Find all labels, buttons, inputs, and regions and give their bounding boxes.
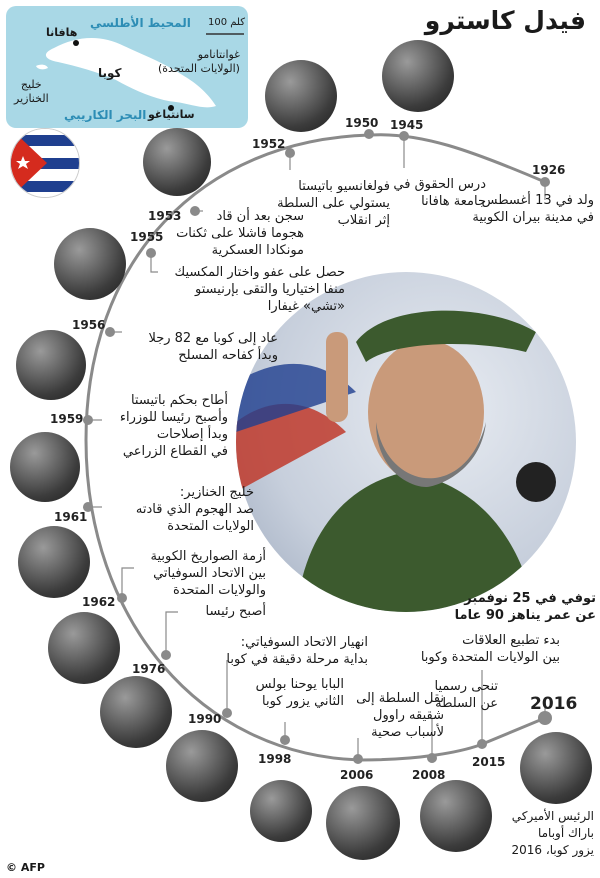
photo-1952 xyxy=(143,128,211,196)
event-text-1956: عاد إلى كوبا مع 82 رجلا وبدأ كفاحه المسلح xyxy=(148,331,278,363)
timeline-dot-1998 xyxy=(280,735,290,745)
year-label-1926: 1926 xyxy=(532,163,566,177)
photo-1976 xyxy=(100,676,172,748)
year-label-2006: 2006 xyxy=(340,768,374,782)
timeline-dot-1990 xyxy=(222,708,232,718)
photo-1998 xyxy=(250,780,312,842)
year-label-1956: 1956 xyxy=(72,318,106,332)
event-text-2015: بدء تطبيع العلاقات بين الولايات المتحدة وكوبا xyxy=(420,633,560,665)
year-label-1953: 1953 xyxy=(148,209,182,223)
afp-credit: © AFP xyxy=(6,861,45,874)
timeline-dot-1976 xyxy=(161,650,171,660)
map-atlantic-label: المحيط الأطلسي xyxy=(90,16,191,30)
event-text-2008: تنحى رسميا عن السلطة xyxy=(434,679,498,711)
photo-2006 xyxy=(326,786,400,860)
year-label-1976: 1976 xyxy=(132,662,166,676)
map-bay-of-pigs-label: خليج الخنازير xyxy=(14,78,49,105)
event-text-1998: البابا يوحنا بولس الثاني يزور كوبا xyxy=(255,677,344,709)
year-label-1959: 1959 xyxy=(50,412,84,426)
map-guantanamo-label: غوانتانامو (الولايات المتحدة) xyxy=(158,48,240,75)
timeline-dot-1956 xyxy=(105,327,115,337)
event-text-1955: حصل على عفو واختار المكسيك منفا اختياريا والتقى بإرنيستو «تشي» غيفارا xyxy=(174,265,345,314)
event-text-1953: سجن بعد أن قاد هجوما فاشلا على ثكنات مونكادا العسكرية xyxy=(176,209,304,258)
photo-1961 xyxy=(18,526,90,598)
timeline-dot-2006 xyxy=(353,754,363,764)
year-label-1945: 1945 xyxy=(390,118,424,132)
year-label-2016: 2016 xyxy=(530,694,578,714)
event-text-1926: ولد في 13 أغسطس في مدينة بيران الكوبية xyxy=(472,193,594,225)
year-label-1990: 1990 xyxy=(188,712,222,726)
photo-1959 xyxy=(10,432,80,502)
photo-1955 xyxy=(54,228,126,300)
map-cuba-label: كوبا xyxy=(98,66,122,80)
timeline-dot-1926 xyxy=(540,177,550,187)
event-text-1962: أزمة الصواريخ الكوبية بين الاتحاد السوفياتي والولايات المتحدة xyxy=(150,549,266,598)
photo-2008 xyxy=(420,780,492,852)
photo-1990 xyxy=(166,730,238,802)
obama-caption: الرئيس الأميركي باراك أوباما يزور كوبا، 2016 xyxy=(511,809,594,857)
year-label-1961: 1961 xyxy=(54,510,88,524)
map-caribbean-label: البحر الكاريبي xyxy=(64,108,147,122)
year-label-1955: 1955 xyxy=(130,230,164,244)
page-title: فيدل كاسترو xyxy=(424,6,586,35)
photo-1962 xyxy=(48,612,120,684)
map-scale: 100 كلم xyxy=(208,17,245,28)
event-text-1976: أصبح رئيسا xyxy=(205,604,266,619)
event-text-1959: أطاح بحكم باتيستا وأصبح رئيسا للوزراء وبدأ إصلاحات في القطاع الزراعي xyxy=(119,393,228,459)
year-label-2015: 2015 xyxy=(472,755,506,769)
year-label-1950: 1950 xyxy=(345,116,379,130)
year-label-1962: 1962 xyxy=(82,595,116,609)
event-text-2006: نقل السلطة إلى شقيقه راوول لأسباب صحية xyxy=(356,691,444,740)
timeline-dot-1950 xyxy=(364,129,374,139)
event-text-1952: فولغانسيو باتيستا يستولي على السلطة إثر انقلاب xyxy=(277,179,390,228)
event-text-1945: درس الحقوق في جامعة هافانا xyxy=(393,177,486,209)
timeline-dot-1952 xyxy=(285,148,295,158)
map-havana-label: هافانا xyxy=(46,26,78,39)
year-label-2008: 2008 xyxy=(412,768,446,782)
timeline-dot-1959 xyxy=(83,415,93,425)
map-santiago-label: سانتياغو xyxy=(148,108,195,121)
timeline-dot-1955 xyxy=(146,248,156,258)
year-label-1952: 1952 xyxy=(252,137,286,151)
photo-1945 xyxy=(382,40,454,112)
event-text-2016: توفي في 25 نوفمبر عن عمر يناهز 90 عاما xyxy=(454,591,596,623)
photo-1956 xyxy=(16,330,86,400)
event-text-1961: خليج الخنازير: صد الهجوم الذي قادته الولايات المتحدة xyxy=(135,485,254,534)
year-label-1998: 1998 xyxy=(258,752,292,766)
timeline-dot-2015 xyxy=(477,739,487,749)
event-text-1990: انهيار الاتحاد السوفياتي: بداية مرحلة دقيقة في كوبا xyxy=(226,635,368,667)
timeline-dot-2008 xyxy=(427,753,437,763)
timeline-dot-1945 xyxy=(399,131,409,141)
photo-1950 xyxy=(265,60,337,132)
